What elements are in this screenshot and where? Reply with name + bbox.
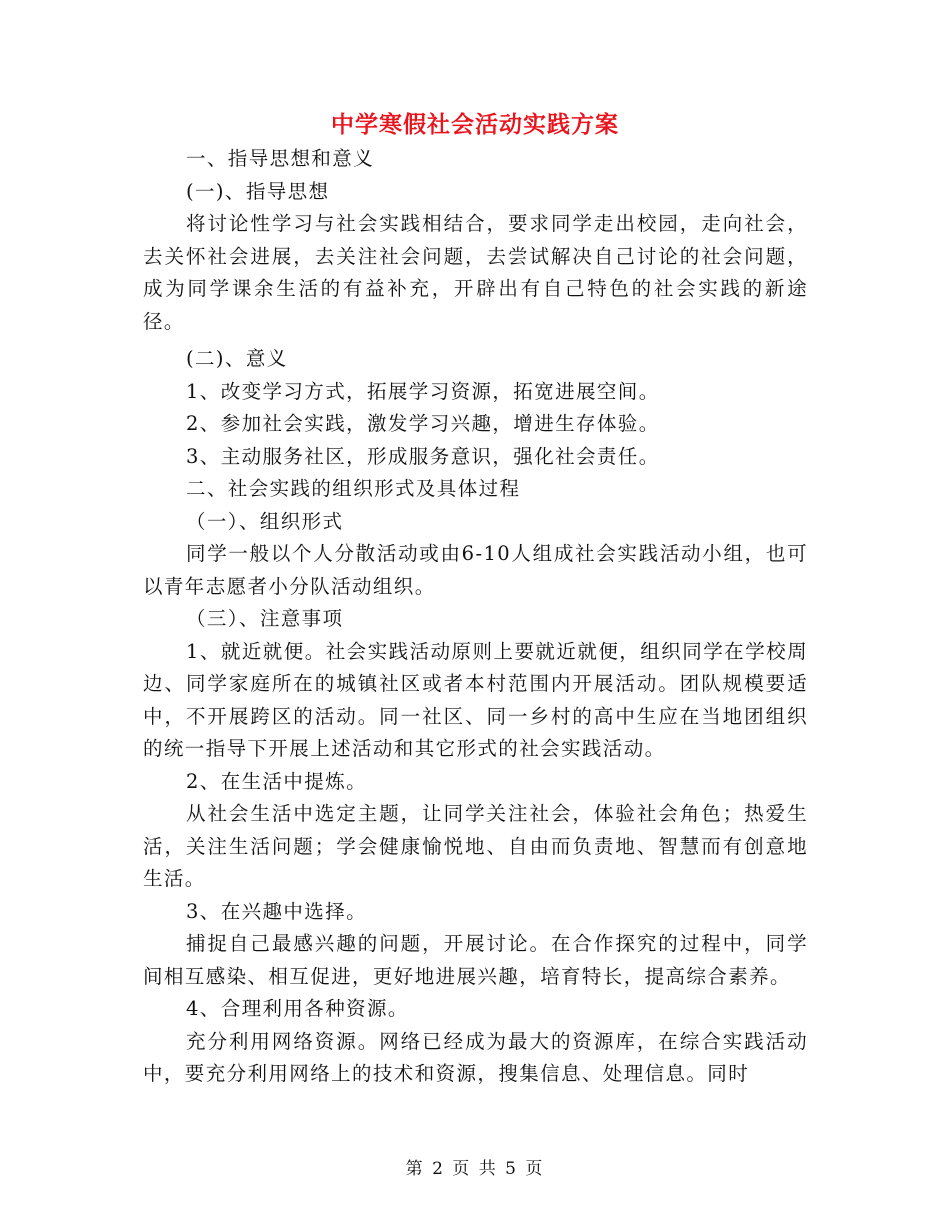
list-item: 4、合理利用各种资源。 <box>186 997 409 1020</box>
body-paragraph: 捕捉自己最感兴趣的问题，开展讨论。在合作探究的过程中，同学间相互感染、相互促进，更好地进展兴趣，培育特长，提高综合素养。 <box>143 932 808 988</box>
list-item: 1、改变学习方式，拓展学习资源，拓宽进展空间。 <box>186 379 660 403</box>
subsection-heading: (二)、意义 <box>186 347 288 370</box>
body-paragraph: 将讨论性学习与社会实践相结合，要求同学走出校园，走向社会，去关怀社会进展，去关注社会问题，去尝试解决自己讨论的社会问题，成为同学课余生活的有益补充，开辟出有自己特色的社会实践的新途径。 <box>143 212 808 333</box>
document-title: 中学寒假社会活动实践方案 <box>331 111 619 138</box>
list-item: 3、在兴趣中选择。 <box>186 899 368 923</box>
list-item: 3、主动服务社区，形成服务意识，强化社会责任。 <box>186 444 660 468</box>
section-heading: 一、指导思想和意义 <box>186 147 375 170</box>
subsection-heading: （三）、注意事项 <box>186 607 344 630</box>
section-heading: 二、社会实践的组织形式及具体过程 <box>186 477 521 500</box>
page-number-footer: 第 2 页 共 5 页 <box>405 1159 545 1179</box>
subsection-heading: (一)、指导思想 <box>186 179 330 203</box>
body-paragraph: 1、就近就便。社会实践活动原则上要就近就便，组织同学在学校周边、同学家庭所在的城镇社区或者本村范围内开展活动。团队规模要适中，不开展跨区的活动。同一社区、同一乡村的高中生应在当地团组织的统一指导下开展上述活动和其它形式的社会实践活动。 <box>143 639 808 760</box>
list-item: 2、在生活中提炼。 <box>186 769 368 793</box>
document-body <box>143 143 808 1091</box>
subsection-heading: （一）、组织形式 <box>186 509 344 533</box>
body-paragraph: 充分利用网络资源。网络已经成为最大的资源库，在综合实践活动中，要充分利用网络上的技术和资源，搜集信息、处理信息。同时 <box>143 1029 808 1085</box>
body-paragraph: 从社会生活中选定主题，让同学关注社会，体验社会角色；热爱生活，关注生活问题；学会健康愉悦地、自由而负责地、智慧而有创意地生活。 <box>143 802 808 890</box>
list-item: 2、参加社会实践，激发学习兴趣，增进生存体验。 <box>186 412 660 435</box>
body-paragraph: 同学一般以个人分散活动或由6-10人组成社会实践活动小组，也可以青年志愿者小分队活动组织。 <box>143 542 808 598</box>
